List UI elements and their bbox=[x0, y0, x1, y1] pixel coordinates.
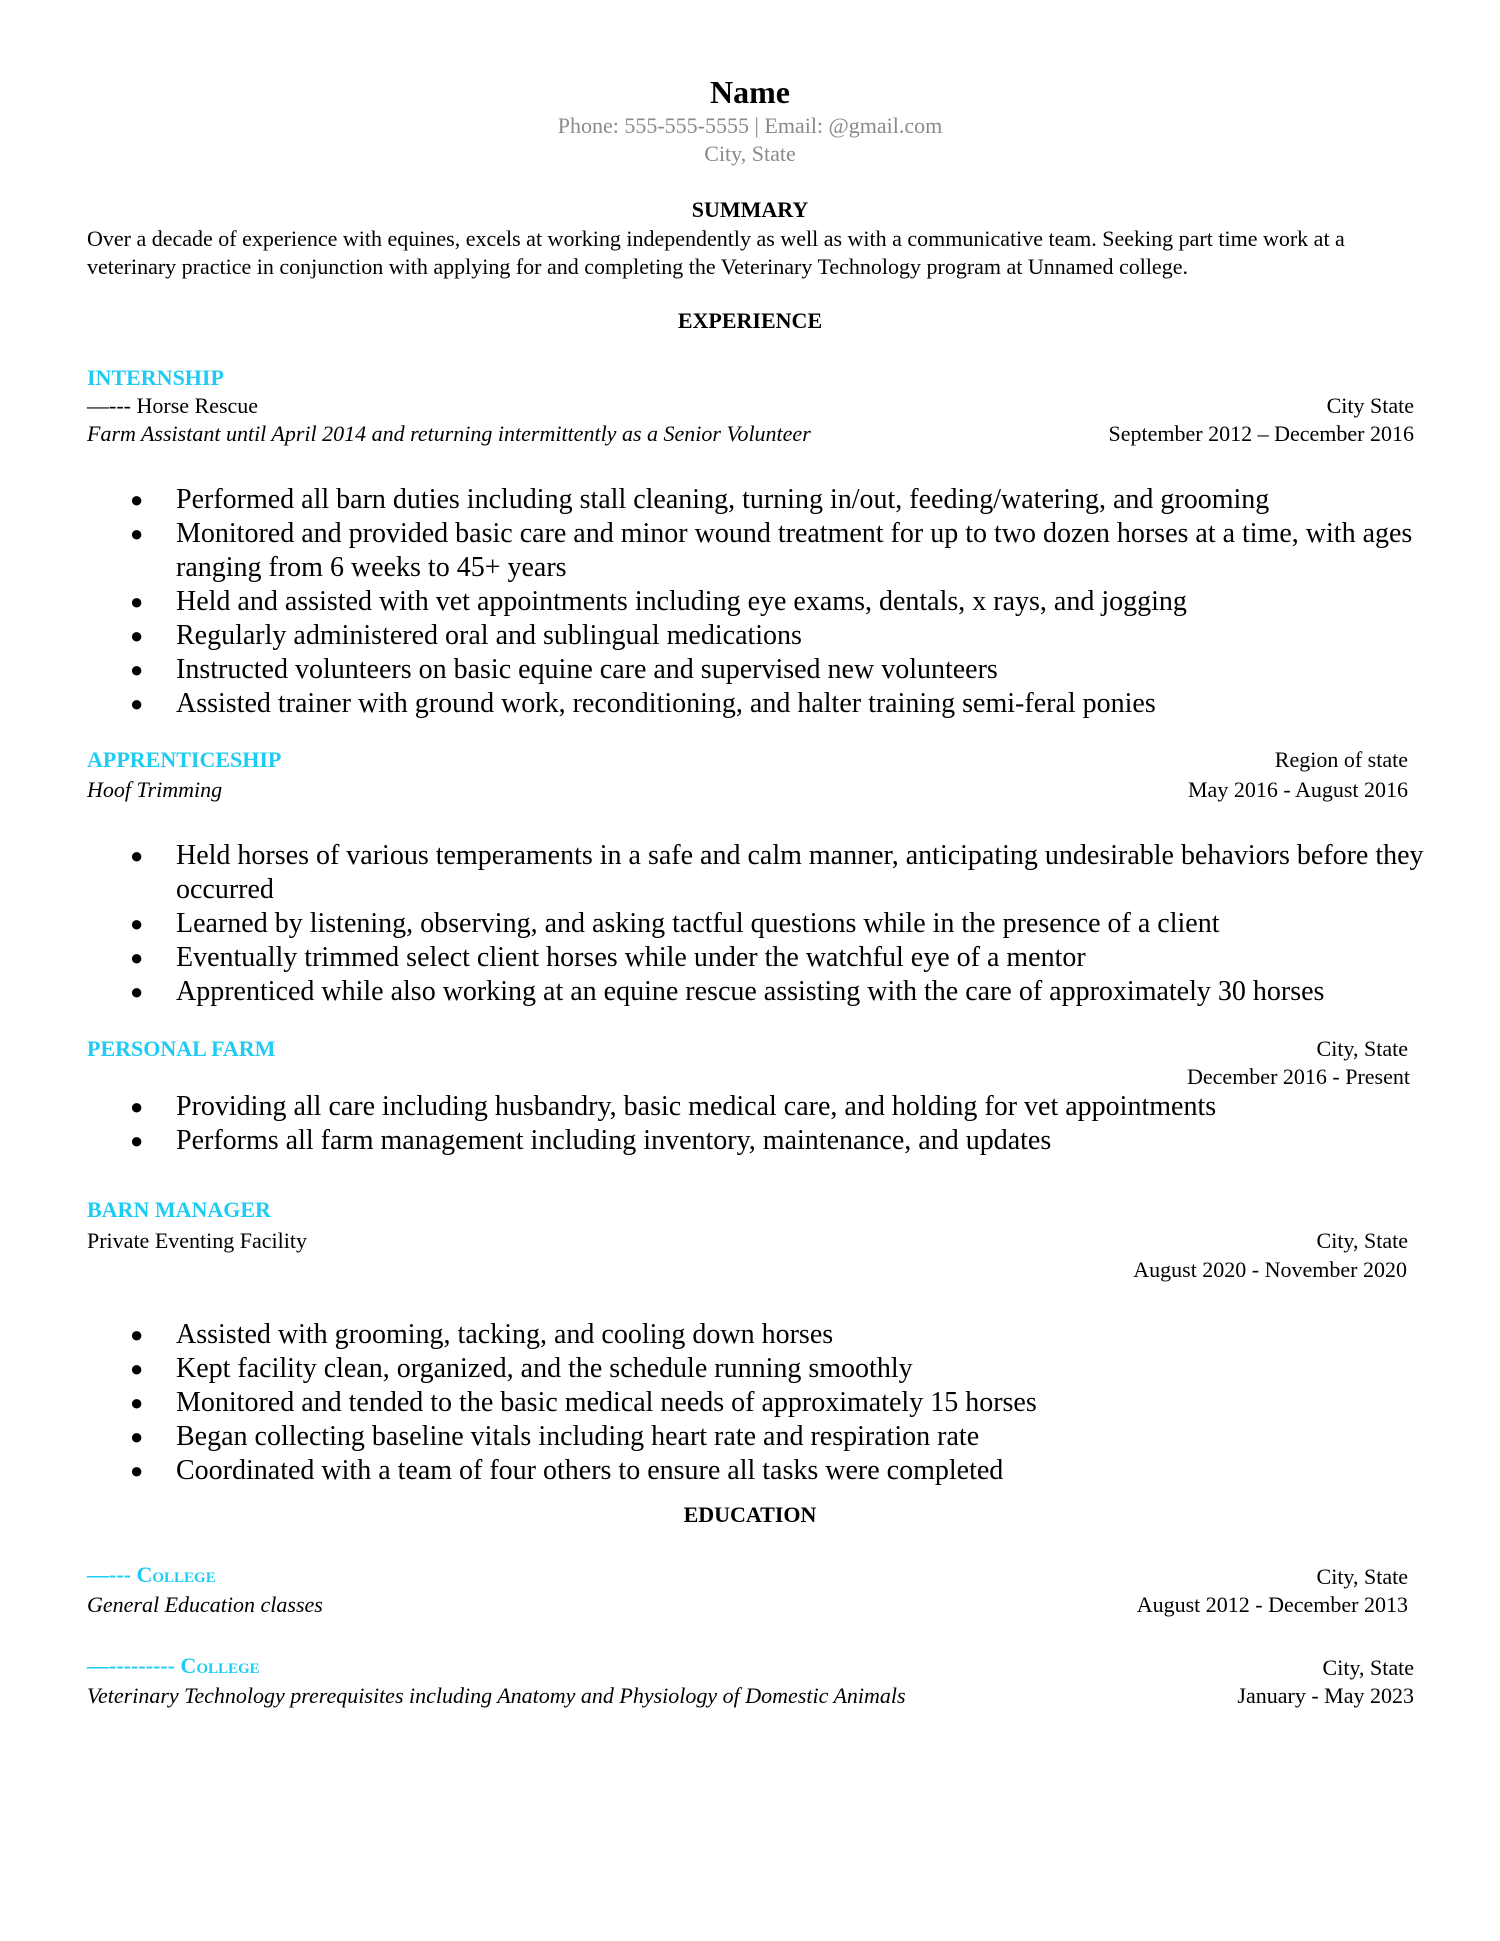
bullet-dot: ● bbox=[130, 1390, 144, 1415]
job-dates: May 2016 - August 2016 bbox=[1188, 777, 1408, 802]
bullet-dot: ● bbox=[130, 1094, 144, 1119]
list-item: ● Coordinated with a team of four others to ensure all tasks were completed bbox=[130, 1455, 1004, 1486]
job-location: City, State bbox=[1316, 1228, 1408, 1253]
bullet-dot: ● bbox=[130, 657, 144, 682]
bullet-dot: ● bbox=[130, 1424, 144, 1449]
job-location: City, State bbox=[1316, 1036, 1408, 1061]
list-item: ● Regularly administered oral and sublingual medications bbox=[130, 620, 802, 651]
job-title: Farm Assistant until April 2014 and returning intermittently as a Senior Volunteer bbox=[87, 421, 811, 446]
job-role-personal-farm: PERSONAL FARM bbox=[87, 1036, 276, 1061]
job-role-internship: INTERNSHIP bbox=[87, 365, 224, 390]
job-bullet-list bbox=[130, 1090, 1430, 1158]
bullet-dot: ● bbox=[130, 589, 144, 614]
job-location: City State bbox=[1326, 393, 1414, 418]
school-detail: General Education classes bbox=[87, 1592, 323, 1617]
job-location: Region of state bbox=[1274, 747, 1408, 772]
job-org: —--- Horse Rescue bbox=[87, 393, 259, 418]
job-bullet-list bbox=[130, 839, 1430, 1009]
job-role-barn-manager: BARN MANAGER bbox=[87, 1197, 271, 1222]
school-detail: Veterinary Technology prerequisites including Anatomy and Physiology of Domestic Animals bbox=[87, 1683, 906, 1708]
school-location: City, State bbox=[1316, 1564, 1408, 1589]
bullet-dot: ● bbox=[130, 979, 144, 1004]
job-org: Private Eventing Facility bbox=[87, 1228, 307, 1253]
job-title: Hoof Trimming bbox=[87, 777, 223, 802]
school-name: —--------- College bbox=[87, 1653, 260, 1678]
experience-heading: EXPERIENCE bbox=[677, 308, 823, 333]
bullet-dot: ● bbox=[130, 911, 144, 936]
school-dates: January - May 2023 bbox=[1237, 1683, 1414, 1708]
job-dates: December 2016 - Present bbox=[1187, 1064, 1410, 1089]
bullet-dot: ● bbox=[130, 521, 144, 546]
bullet-dot: ● bbox=[130, 1458, 144, 1483]
list-item: ● Performed all barn duties including stall cleaning, turning in/out, feeding/watering, and grooming bbox=[130, 484, 1270, 515]
list-item: ● Providing all care including husbandry, basic medical care, and holding for vet appointments bbox=[130, 1091, 1217, 1122]
bullet-dot: ● bbox=[130, 945, 144, 970]
list-item: ● Learned by listening, observing, and asking tactful questions while in the presence of a client bbox=[130, 908, 1220, 939]
bullet-dot: ● bbox=[130, 623, 144, 648]
job-bullet-list bbox=[130, 483, 1430, 721]
job-role-apprenticeship: APPRENTICESHIP bbox=[87, 747, 282, 772]
list-item: ● Began collecting baseline vitals including heart rate and respiration rate bbox=[130, 1421, 980, 1452]
list-item: ● Performs all farm management including inventory, maintenance, and updates bbox=[130, 1125, 1052, 1156]
list-item: ● Monitored and tended to the basic medical needs of approximately 15 horses bbox=[130, 1387, 1037, 1418]
education-heading: EDUCATION bbox=[683, 1502, 817, 1527]
bullet-dot: ● bbox=[130, 1356, 144, 1381]
list-item: ● Held horses of various temperaments in a safe and calm manner, anticipating undesirable behaviors before they occurred bbox=[130, 840, 1424, 905]
summary-heading: SUMMARY bbox=[691, 197, 809, 222]
list-item: ● Assisted with grooming, tacking, and cooling down horses bbox=[130, 1319, 834, 1350]
bullet-dot: ● bbox=[130, 1322, 144, 1347]
contact-line: Phone: 555-555-5555 | Email: @gmail.com bbox=[557, 113, 943, 138]
summary-text: Over a decade of experience with equines, excels at working independently as well as with a communicative team. Seeking part time work at a veterinary practice in conjunction with applying for and completing the Veterinary Technology program at Unnamed college. bbox=[87, 226, 1345, 279]
bullet-dot: ● bbox=[130, 1128, 144, 1153]
list-item: ● Kept facility clean, organized, and the schedule running smoothly bbox=[130, 1353, 913, 1384]
bullet-dot: ● bbox=[130, 487, 144, 512]
bullet-dot: ● bbox=[130, 843, 144, 868]
school-location: City, State bbox=[1322, 1655, 1414, 1680]
job-dates: September 2012 – December 2016 bbox=[1108, 421, 1414, 446]
header-location: City, State bbox=[704, 141, 796, 166]
list-item: ● Apprenticed while also working at an equine rescue assisting with the care of approximately 30 horses bbox=[130, 976, 1325, 1007]
list-item: ● Instructed volunteers on basic equine care and supervised new volunteers bbox=[130, 654, 998, 685]
job-bullet-list bbox=[130, 1318, 1430, 1488]
list-item: ● Assisted trainer with ground work, reconditioning, and halter training semi-feral ponies bbox=[130, 688, 1156, 719]
list-item: ● Eventually trimmed select client horses while under the watchful eye of a mentor bbox=[130, 942, 1086, 973]
list-item: ● Monitored and provided basic care and minor wound treatment for up to two dozen horses at a time, with ages ranging from 6 weeks to 45+ years bbox=[130, 518, 1413, 583]
candidate-name: Name bbox=[710, 74, 790, 110]
school-dates: August 2012 - December 2013 bbox=[1136, 1592, 1408, 1617]
job-dates: August 2020 - November 2020 bbox=[1133, 1257, 1407, 1282]
bullet-dot: ● bbox=[130, 691, 144, 716]
list-item: ● Held and assisted with vet appointments including eye exams, dentals, x rays, and jogging bbox=[130, 586, 1187, 617]
school-name: —--- College bbox=[87, 1562, 216, 1587]
